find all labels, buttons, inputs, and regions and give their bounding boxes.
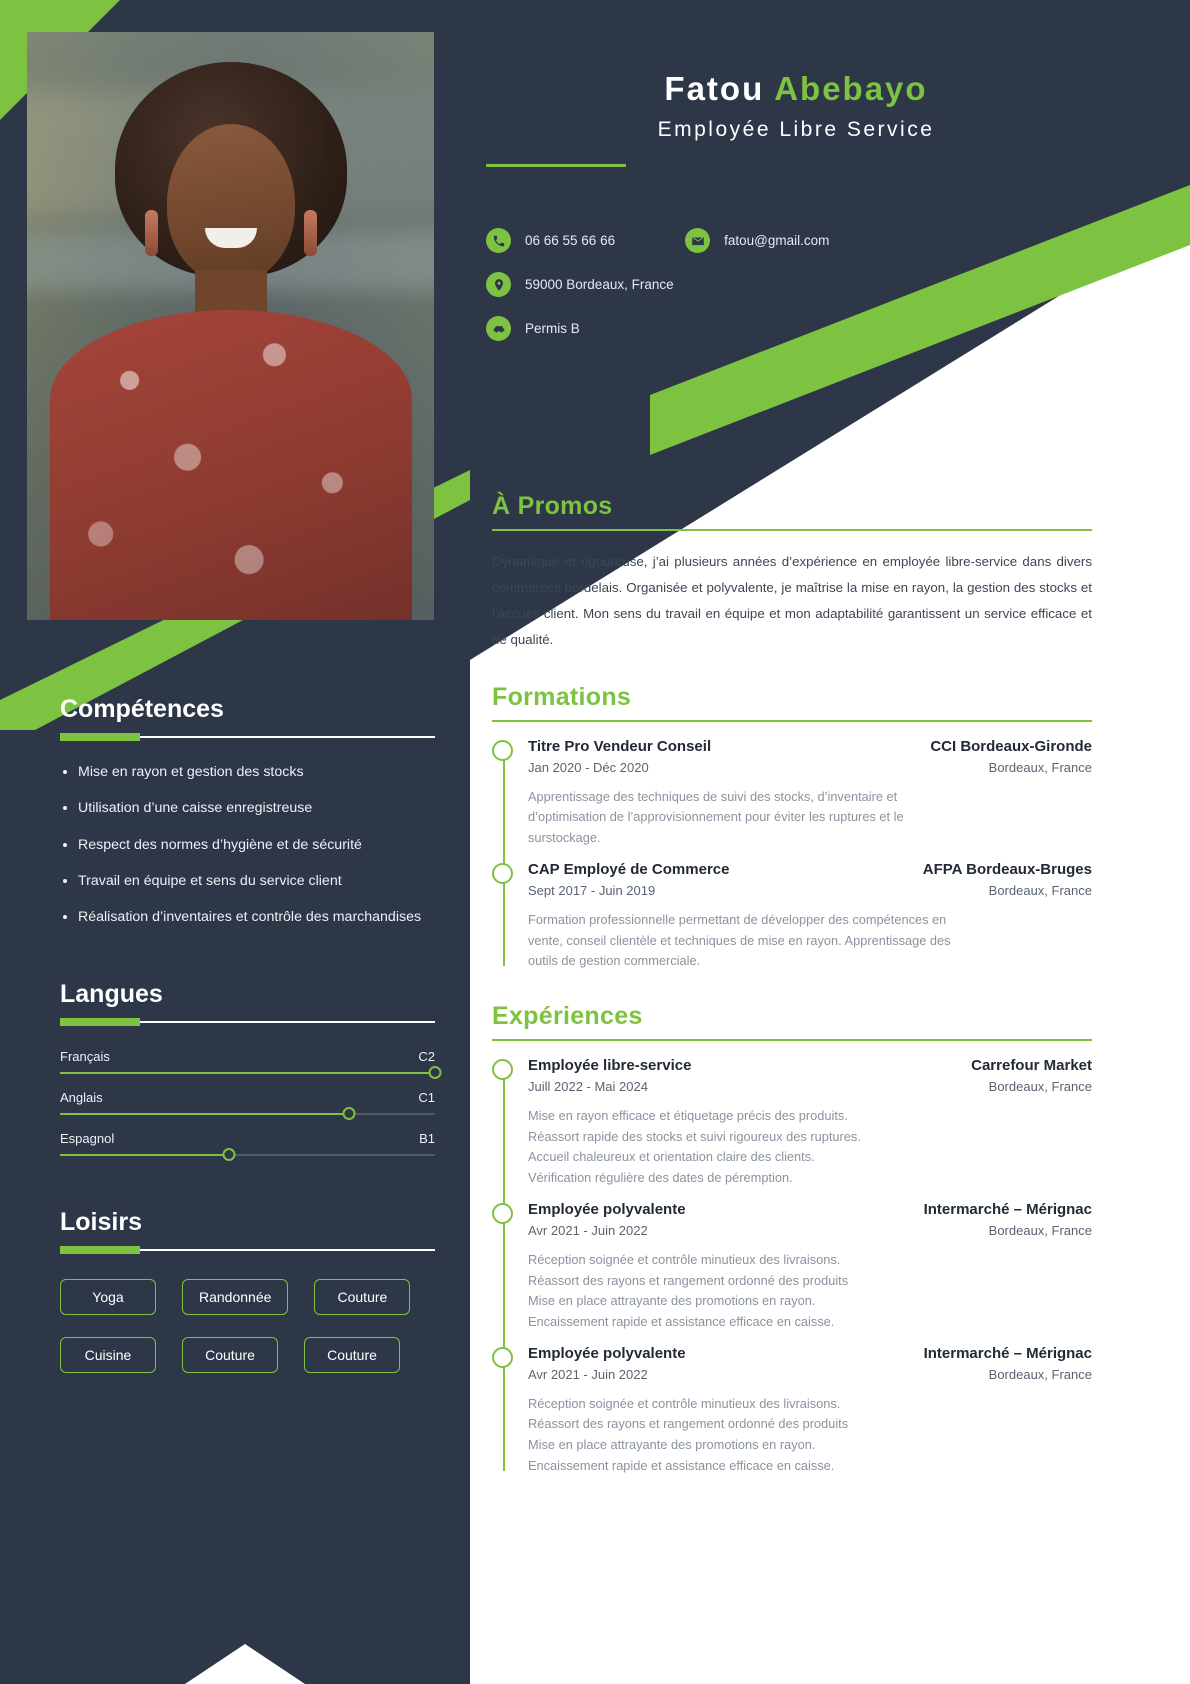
contact-phone[interactable] — [486, 228, 615, 253]
experience-location: Bordeaux, France — [988, 1366, 1092, 1382]
formation-org: AFPA Bordeaux-Bruges — [922, 860, 1092, 878]
experience-org: Intermarché – Mérignac — [923, 1344, 1092, 1362]
experience-desc-line: Réassort rapide des stocks et suivi rigoureux des ruptures. — [528, 1128, 861, 1144]
sidebar — [60, 695, 435, 1373]
language-row — [60, 1090, 435, 1115]
language-slider[interactable] — [60, 1154, 435, 1156]
car-icon — [486, 316, 511, 341]
language-row — [60, 1131, 435, 1156]
photo-earring-right — [304, 210, 317, 256]
languages-divider — [60, 1021, 435, 1023]
formation-item — [528, 738, 1092, 849]
resume-header — [486, 70, 1106, 167]
list-item: • Réalisation d’inventaires et contrôle des marchandises — [78, 907, 435, 928]
formations-timeline — [492, 738, 1092, 972]
experience-desc-line: Encaissement rapide et assistance efficace en caisse. — [528, 1457, 835, 1473]
experience-desc-line: Réassort des rayons et rangement ordonné des produits — [528, 1416, 849, 1432]
language-slider[interactable] — [60, 1113, 435, 1115]
experience-desc-line: Vérification régulière des dates de péremption. — [528, 1170, 793, 1186]
skills-divider — [60, 736, 435, 738]
list-item: • Travail en équipe et sens du service client — [78, 871, 435, 892]
formation-description — [528, 787, 1092, 849]
experience-desc-line: Encaissement rapide et assistance efficace en caisse. — [528, 1314, 835, 1330]
about-text: Dynamique et rigoureuse, j’ai plusieurs années d’expérience en employée libre-service dans divers commerces bordelais. Organisée et polyvalente, je maîtrise la mise en rayon, la gestion des stocks et l’accueil client. Mon sens du travail en équipe et mon adaptabilité garantissent un service efficace et de qualité. — [492, 554, 1092, 647]
experience-desc-line: Réassort des rayons et rangement ordonné des produits — [528, 1272, 849, 1288]
email-text: fatou@gmail.com — [724, 233, 830, 248]
language-slider-knob[interactable] — [222, 1148, 235, 1161]
contact-row-2 — [486, 272, 1086, 297]
experience-item — [528, 1345, 1092, 1477]
experience-role: Employée libre-service — [528, 1057, 692, 1074]
hobby-chip: Cuisine — [60, 1337, 156, 1373]
contact-email[interactable] — [685, 228, 829, 253]
language-level: C1 — [418, 1090, 435, 1106]
timeline-dot-icon — [492, 1347, 513, 1368]
experience-description — [528, 1394, 1092, 1477]
formation-org: CCI Bordeaux-Gironde — [930, 737, 1092, 755]
hobby-chip: Couture — [304, 1337, 400, 1373]
photo-earring-left — [145, 210, 158, 256]
experience-description — [528, 1106, 1092, 1189]
timeline-dot-icon — [492, 863, 513, 884]
language-level: B1 — [419, 1131, 435, 1147]
language-level: C2 — [418, 1049, 435, 1065]
contact-block — [486, 228, 1086, 360]
experience-desc-line: Mise en rayon efficace et étiquetage précis des produits. — [528, 1108, 848, 1123]
last-name: Abebayo — [774, 70, 928, 107]
language-name: Anglais — [60, 1090, 103, 1106]
hobbies-divider — [60, 1249, 435, 1251]
experience-date: Juill 2022 - Mai 2024 — [528, 1079, 648, 1094]
formation-location: Bordeaux, France — [988, 759, 1092, 775]
formation-date: Sept 2017 - Juin 2019 — [528, 882, 656, 898]
language-slider-fill — [60, 1072, 435, 1074]
language-row — [60, 1049, 435, 1074]
experience-description — [528, 1250, 1092, 1333]
experience-org: Intermarché – Mérignac — [923, 1200, 1092, 1218]
experience-desc-line: Accueil chaleureux et orientation claire des clients. — [528, 1149, 815, 1165]
languages-section — [60, 980, 435, 1156]
experience-date: Avr 2021 - Juin 2022 — [528, 1366, 648, 1382]
address-text: 59000 Bordeaux, France — [525, 277, 674, 292]
experience-item — [528, 1057, 1092, 1189]
hobby-chip: Randonnée — [182, 1279, 288, 1315]
first-name: Fatou — [664, 70, 765, 107]
experience-role: Employée polyvalente — [528, 1344, 686, 1362]
experience-date: Avr 2021 - Juin 2022 — [528, 1222, 648, 1238]
formations-divider — [492, 720, 1092, 722]
formation-desc-line: Apprentissage des techniques de suivi des stocks, d’inventaire et — [528, 788, 898, 804]
language-name: Français — [60, 1049, 110, 1065]
experiences-timeline — [492, 1057, 1092, 1477]
contact-license[interactable] — [486, 316, 580, 341]
list-item: • Utilisation d’une caisse enregistreuse — [78, 798, 435, 819]
page-title — [486, 70, 1106, 108]
experiences-section — [492, 1002, 1092, 1477]
experience-location: Bordeaux, France — [988, 1222, 1092, 1238]
hobby-chip: Couture — [314, 1279, 410, 1315]
experience-desc-line: Mise en place attrayante des promotions en rayon. — [528, 1437, 816, 1453]
formation-role: Titre Pro Vendeur Conseil — [528, 737, 712, 755]
language-name: Espagnol — [60, 1131, 115, 1147]
hobby-chip: Yoga — [60, 1279, 156, 1315]
formation-desc-line: Formation professionnelle permettant de développer des compétences en — [528, 911, 947, 927]
contact-row-3 — [486, 316, 1086, 341]
formation-desc-line: d’optimisation de l’approvisionnement pour éviter les ruptures et le — [528, 809, 904, 825]
license-text: Permis B — [525, 321, 580, 336]
formation-description — [528, 910, 1092, 972]
timeline-dot-icon — [492, 1203, 513, 1224]
skills-title: Compétences — [60, 695, 224, 723]
formations-section — [492, 683, 1092, 972]
hobbies-section — [60, 1208, 435, 1373]
hobbies-list — [60, 1279, 435, 1373]
header-divider — [486, 164, 626, 167]
hobby-chip: Couture — [182, 1337, 278, 1373]
formation-date: Jan 2020 - Déc 2020 — [528, 759, 649, 775]
experience-item — [528, 1201, 1092, 1333]
experiences-divider — [492, 1039, 1092, 1041]
experience-org: Carrefour Market — [971, 1057, 1092, 1074]
job-title: Employée Libre Service — [657, 118, 935, 141]
language-slider[interactable] — [60, 1072, 435, 1074]
languages-list — [60, 1049, 435, 1156]
formation-desc-line: outils de gestion commerciale. — [528, 953, 701, 969]
formation-location: Bordeaux, France — [988, 882, 1092, 898]
profile-photo — [27, 32, 434, 620]
skills-section — [60, 695, 435, 928]
photo-blouse — [50, 310, 412, 620]
formation-item — [528, 861, 1092, 972]
list-item: • Respect des normes d’hygiène et de sécurité — [78, 835, 435, 856]
email-icon — [685, 228, 710, 253]
timeline-dot-icon — [492, 1059, 513, 1080]
photo-face — [167, 124, 295, 282]
experiences-title: Expériences — [492, 1002, 643, 1030]
formations-title: Formations — [492, 682, 632, 711]
experience-desc-line: Réception soignée et contrôle minutieux des livraisons. — [528, 1395, 841, 1411]
language-slider-fill — [60, 1113, 349, 1115]
experience-desc-line: Mise en place attrayante des promotions en rayon. — [528, 1293, 816, 1309]
main-column — [492, 492, 1092, 1477]
hobbies-title: Loisirs — [60, 1208, 142, 1237]
experience-location: Bordeaux, France — [988, 1079, 1092, 1094]
formation-desc-line: surstockage. — [528, 830, 601, 846]
language-slider-fill — [60, 1154, 229, 1156]
about-divider — [492, 529, 1092, 531]
formation-desc-line: vente, conseil clientèle et techniques de mise en rayon. Apprentissage des — [528, 932, 951, 948]
experience-role: Employée polyvalente — [528, 1200, 686, 1218]
formation-role: CAP Employé de Commerce — [528, 860, 730, 878]
list-item: • Mise en rayon et gestion des stocks — [78, 762, 435, 783]
skills-list — [60, 762, 435, 928]
about-section — [492, 492, 1092, 653]
contact-address[interactable] — [486, 272, 674, 297]
location-pin-icon — [486, 272, 511, 297]
experience-desc-line: Réception soignée et contrôle minutieux des livraisons. — [528, 1251, 841, 1267]
languages-title: Langues — [60, 980, 163, 1009]
language-slider-knob[interactable] — [429, 1066, 442, 1079]
about-title: À Promos — [492, 492, 613, 520]
phone-icon — [486, 228, 511, 253]
phone-text: 06 66 55 66 66 — [525, 233, 616, 248]
language-slider-knob[interactable] — [342, 1107, 355, 1120]
timeline-dot-icon — [492, 740, 513, 761]
contact-row-1 — [486, 228, 1086, 253]
